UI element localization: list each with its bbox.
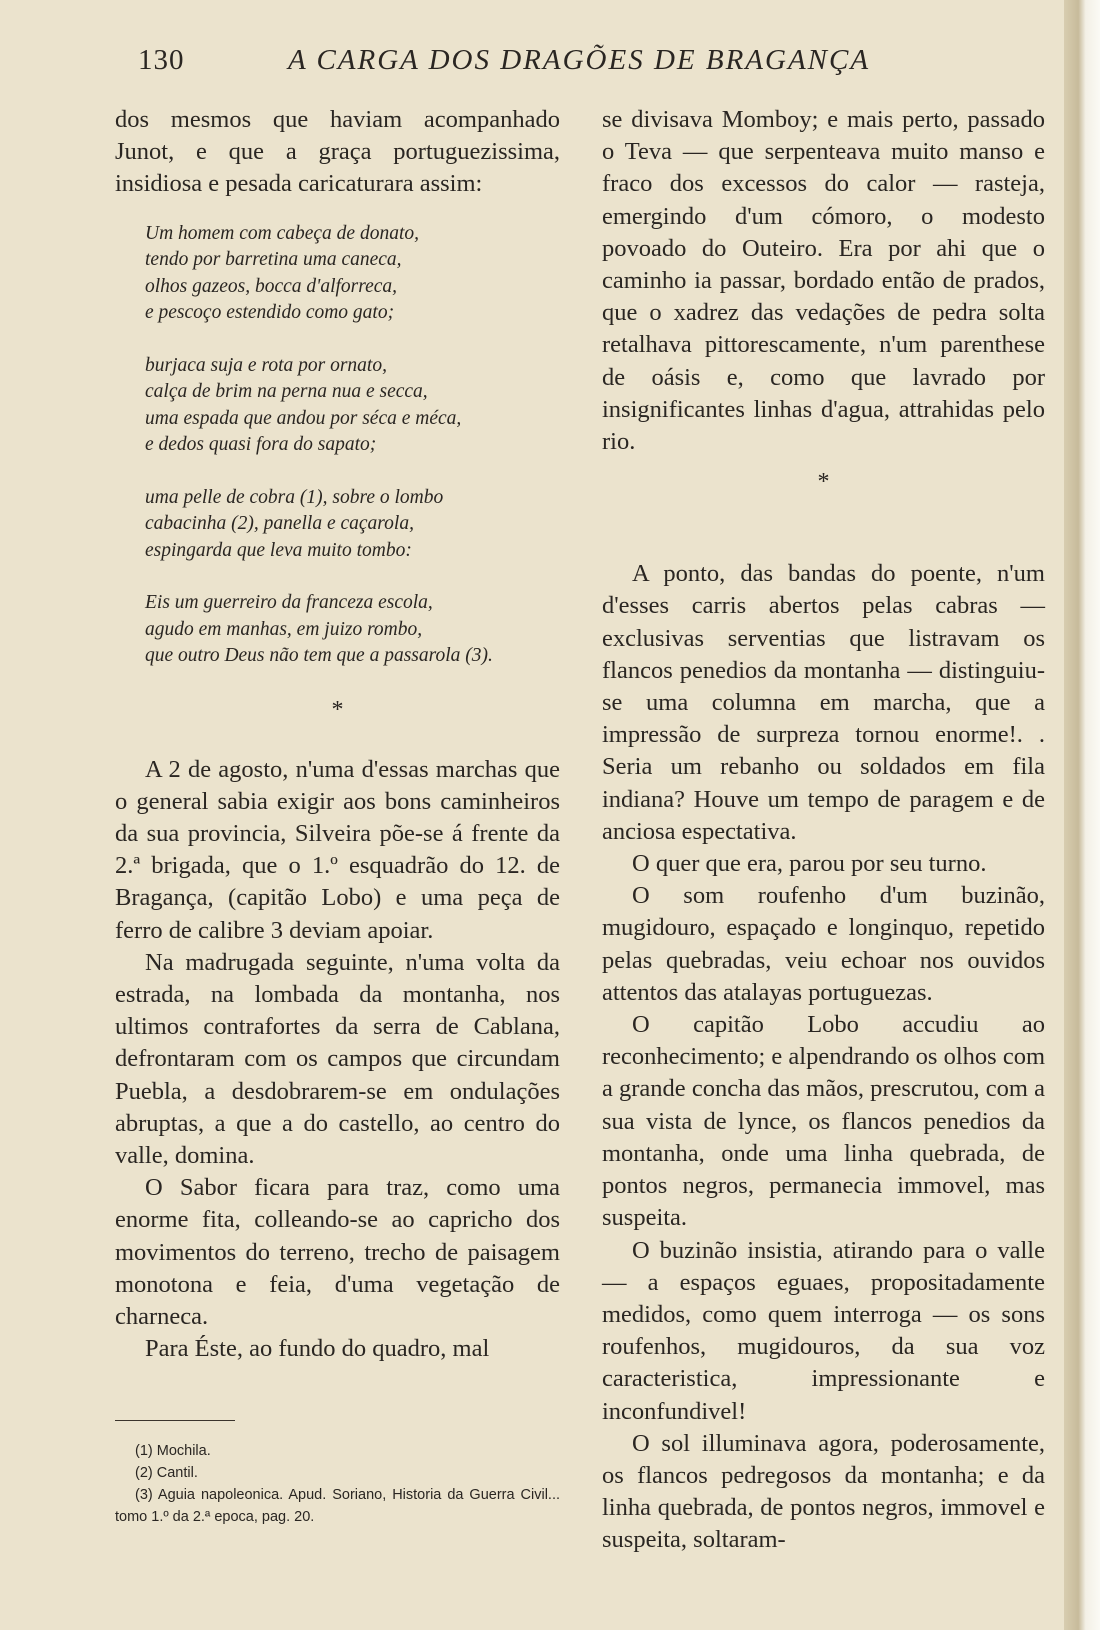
paragraph: O som roufenho d'um buzinão, mugidouro, espaçado e longinquo, repetido pelas quebradas, veiu echoar nos ouvidos attentos das atalayas portuguezas.: [602, 882, 1045, 1006]
verse-line: espingarda que leva muito tombo:: [145, 539, 412, 561]
verse-line: uma espada que andou por séca e méca,: [145, 407, 462, 429]
verse-line: burjaca suja e rota por ornato,: [145, 354, 387, 376]
verse-line: calça de brim na perna nua e secca,: [145, 381, 428, 403]
paragraph: O quer que era, parou por seu turno.: [632, 850, 987, 878]
stanza: [145, 221, 560, 327]
verse-line: uma pelle de cobra (1), sobre o lombo: [145, 486, 444, 508]
footnote-rule: [115, 1420, 235, 1421]
left-column: [115, 104, 560, 1365]
verse-line: cabacinha (2), panella e caçarola,: [145, 513, 414, 535]
verse-line: Eis um guerreiro da franceza escola,: [145, 592, 433, 614]
footnote: (1) Mochila.: [135, 1443, 211, 1459]
paragraph: Na madrugada seguinte, n'uma volta da estrada, na lombada da montanha, nos ultimos contrafortes da serra de Cablana, defrontaram com os campos que circundam Puebla, a desdobrarem-se em ondulações abruptas, a que a do castello, ao centro do valle, domina.: [115, 948, 560, 1170]
section-separator: *: [331, 696, 344, 723]
stanza: [145, 353, 560, 459]
verse-line: e dedos quasi fora do sapato;: [145, 434, 377, 456]
right-column: [602, 104, 1045, 1557]
footnotes: [115, 1440, 560, 1528]
stanza: [145, 485, 560, 565]
verse-line: olhos gazeos, bocca d'alforreca,: [145, 275, 398, 297]
section-separator: *: [817, 469, 830, 496]
verse-line: que outro Deus não tem que a passarola (3).: [145, 645, 493, 667]
page-number: 130: [138, 44, 185, 76]
paragraph: A ponto, das bandas do poente, n'um d'esses carris abertos pelas cabras — exclusivas serventias que listravam os flancos penedios da montanha — distinguiu-se uma columna em marcha, que a impressão de surpreza tornou enorme!. . Seria um rebanho ou soldados em fila indiana? Houve um tempo de paragem e de anciosa espectativa.: [602, 560, 1045, 845]
verse-line: Um homem com cabeça de donato,: [145, 222, 420, 244]
footnote: (2) Cantil.: [135, 1465, 198, 1481]
paragraph: dos mesmos que haviam acompanhado Junot, e que a graça portuguezissima, insidiosa e pesada caricaturara assim:: [115, 106, 560, 198]
page-edge: [1064, 0, 1100, 1630]
paragraph: O sol illuminava agora, poderosamente, os flancos pedregosos da montanha; e da linha quebrada, de pontos negros, immovel e suspeita, soltaram-: [602, 1429, 1045, 1554]
running-title: A CARGA DOS DRAGÕES DE BRAGANÇA: [288, 44, 871, 76]
footnote: (3) Aguia napoleonica. Apud. Soriano, Historia da Guerra Civil... tomo 1.º da 2.ª epoca, pag. 20.: [115, 1487, 560, 1525]
verse-block: [145, 221, 560, 670]
paragraph: Para Éste, ao fundo do quadro, mal: [145, 1335, 490, 1363]
paragraph: O buzinão insistia, atirando para o valle — a espaços eguaes, propositadamente medidos, como quem interroga — os sons roufenhos, mugidouros, da sua voz caracteristica, impressionante e inconfundivel!: [602, 1236, 1045, 1425]
paragraph: O Sabor ficara para traz, como uma enorme fita, colleando-se ao capricho dos movimentos do terreno, trecho de paisagem monotona e feia, d'uma vegetação de charneca.: [115, 1174, 560, 1331]
stanza: [145, 590, 560, 670]
paragraph: A 2 de agosto, n'uma d'essas marchas que o general sabia exigir aos bons caminheiros da sua provincia, Silveira põe-se á frente da 2.ª brigada, que o 1.º esquadrão do 12. de Bragança, (capitão Lobo) e uma peça de ferro de calibre 3 deviam apoiar.: [115, 755, 560, 944]
verse-line: tendo por barretina uma caneca,: [145, 249, 402, 271]
verse-line: agudo em manhas, em juizo rombo,: [145, 618, 423, 640]
paragraph: O capitão Lobo accudiu ao reconhecimento; e alpendrando os olhos com a grande concha das mãos, prescrutou, com a sua vista de lynce, os flancos penedios da montanha, onde uma linha quebrada, de pontos negros, permanecia immovel, mas suspeita.: [602, 1011, 1045, 1232]
paragraph: se divisava Momboy; e mais perto, passado o Teva — que serpenteava muito manso e fraco dos excessos do calor — rasteja, emergindo d'um cómoro, o modesto povoado do Outeiro. Era por ahi que o caminho ia passar, bordado então de prados, que o xadrez das vedações de pedra solta retalhava pittorescamente, n'um parenthese de oásis e, como que lavrado por insignificantes linhas d'agua, attrahidas pelo rio.: [602, 106, 1045, 456]
verse-line: e pescoço estendido como gato;: [145, 302, 395, 324]
